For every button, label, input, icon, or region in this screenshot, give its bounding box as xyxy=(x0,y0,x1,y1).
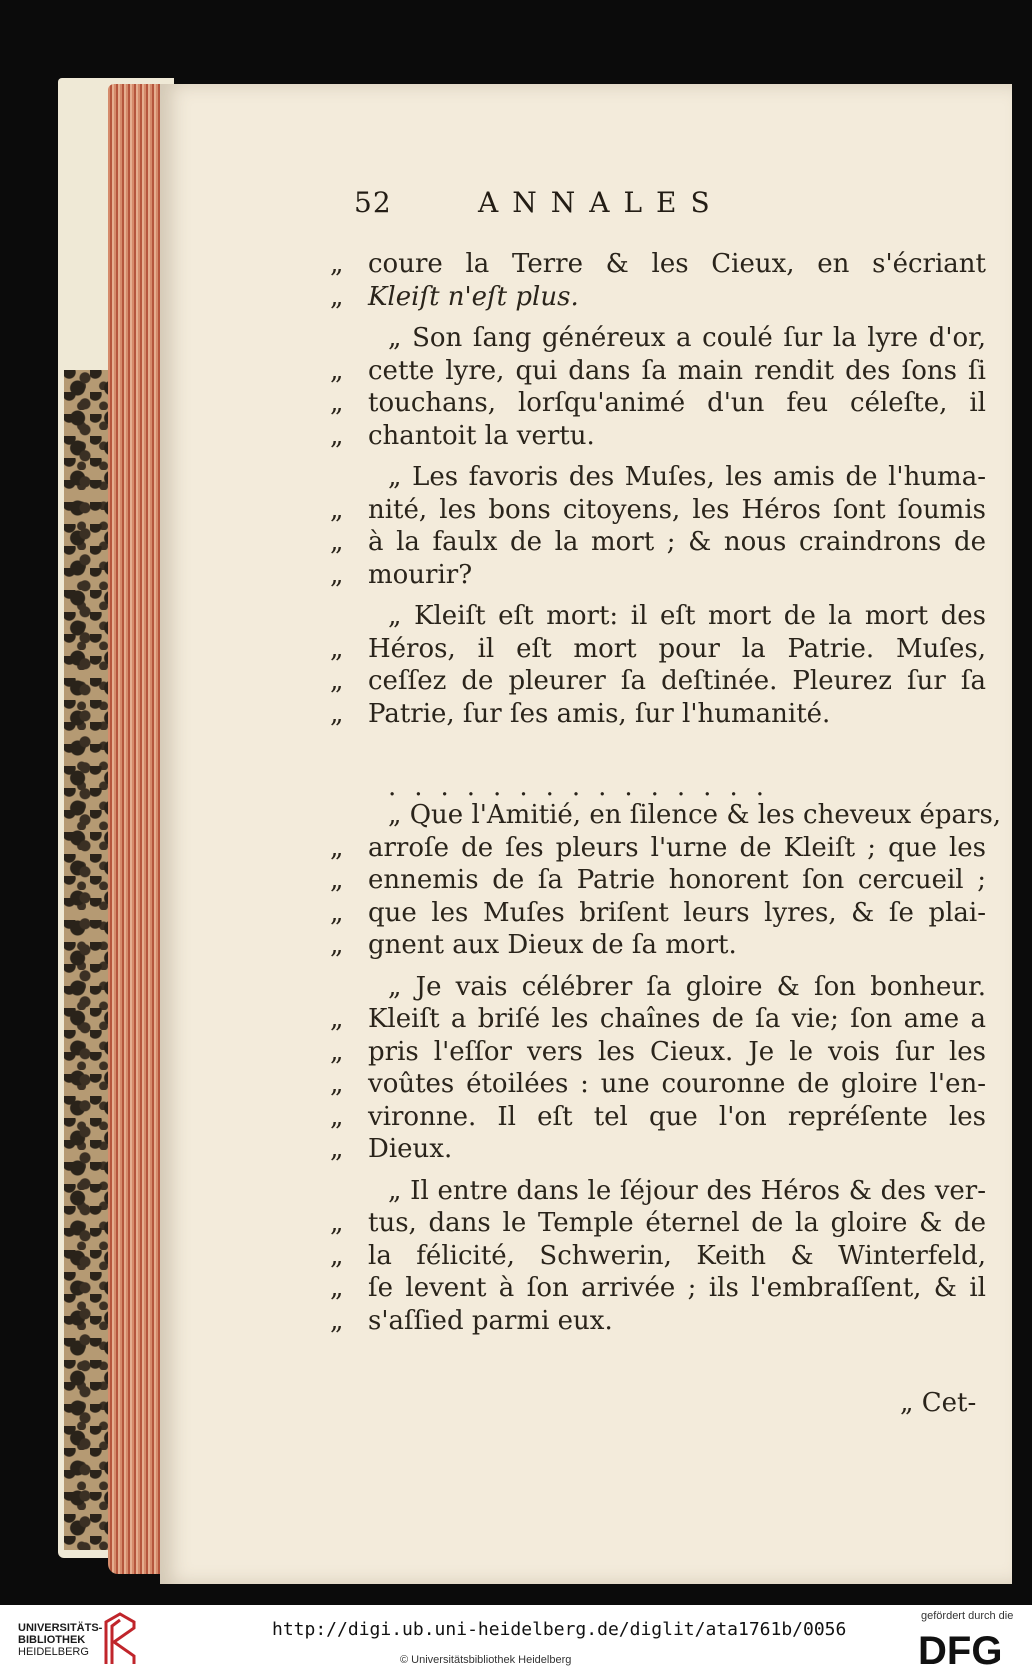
text-line xyxy=(330,1101,986,1134)
text-line xyxy=(330,1305,986,1338)
text-line xyxy=(330,387,986,420)
quote-mark: „ xyxy=(330,1101,344,1132)
line-text: tus, dans le Temple éternel de la gloire & de xyxy=(368,1208,986,1238)
quote-mark: „ xyxy=(330,1036,344,1067)
text-line xyxy=(330,248,986,281)
text-line xyxy=(330,633,986,666)
quote-mark: „ xyxy=(330,559,344,590)
text-line xyxy=(330,1133,986,1166)
paragraph xyxy=(330,248,986,313)
text-line xyxy=(330,698,986,731)
paragraph xyxy=(330,971,986,1166)
paragraph xyxy=(330,1175,986,1338)
text-line xyxy=(330,420,986,453)
text-line xyxy=(330,322,986,355)
line-text: coure la Terre & les Cieux, en s'écriant xyxy=(368,249,986,279)
line-text: „ Son ſang généreux a coulé ſur la lyre d'or, xyxy=(388,323,986,353)
text-line xyxy=(330,1068,986,1101)
text-line xyxy=(330,559,986,592)
funded-by-label: gefördert durch die xyxy=(921,1610,1014,1622)
line-text: „ Kleiſt eſt mort: il eſt mort de la mort des xyxy=(388,601,986,631)
running-head: ANNALES xyxy=(478,186,724,219)
text-line xyxy=(330,1175,986,1208)
line-text: vironne. Il eſt tel que l'on repréſente les xyxy=(368,1101,986,1132)
line-text: „ Il entre dans le ſéjour des Héros & des ver- xyxy=(388,1175,986,1206)
text-line xyxy=(330,1003,986,1036)
line-text: ennemis de ſa Patrie honorent ſon cercueil ; xyxy=(368,865,986,895)
text-line xyxy=(330,832,986,865)
quote-mark: „ xyxy=(330,897,344,928)
quote-mark: „ xyxy=(330,281,344,312)
catchword: „ Cet- xyxy=(900,1388,977,1418)
line-text: la félicité, Schwerin, Keith & Winterfeld, xyxy=(368,1240,986,1271)
line-text: ceſſez de pleurer ſa deſtinée. Pleurez ſur ſa xyxy=(368,666,986,696)
paragraph xyxy=(330,600,986,730)
line-text: s'aſſied parmi eux. xyxy=(368,1305,613,1336)
quote-mark: „ xyxy=(330,1305,344,1336)
quote-mark: „ xyxy=(330,527,344,557)
text-line xyxy=(330,665,986,698)
text-line xyxy=(330,1207,986,1240)
quote-mark: „ xyxy=(330,1208,344,1238)
quote-mark: „ xyxy=(330,1240,344,1271)
quote-mark: „ xyxy=(330,666,344,696)
line-text: cette lyre, qui dans ſa main rendit des ſons ſi xyxy=(368,355,986,386)
line-text: voûtes étoilées : une couronne de gloire l'en- xyxy=(368,1069,986,1099)
text-line xyxy=(330,971,986,1004)
page-number: 52 xyxy=(354,186,392,219)
copyright-notice: © Universitätsbibliothek Heidelberg xyxy=(400,1654,572,1666)
permalink-url[interactable]: http://digi.ub.uni-heidelberg.de/diglit/ata1761b/0056 xyxy=(272,1619,847,1640)
text-line xyxy=(330,461,986,494)
line-text: à la faulx de la mort ; & nous craindrons de xyxy=(368,527,986,557)
text-line xyxy=(330,494,986,527)
library-name-line-1: UNIVERSITÄTS- xyxy=(18,1622,103,1634)
quote-mark: „ xyxy=(330,355,344,386)
text-line xyxy=(330,897,986,930)
line-text: Kleiſt a briſé les chaînes de ſa vie; ſon ame a xyxy=(368,1004,986,1034)
library-logo-icon xyxy=(102,1612,138,1666)
quote-mark: „ xyxy=(330,865,344,895)
text-line xyxy=(330,1272,986,1305)
line-text: pris l'eſſor vers les Cieux. Je le vois ſur les xyxy=(368,1036,986,1067)
line-text: mourir? xyxy=(368,559,473,590)
line-text: „ Les favoris des Muſes, les amis de l'huma- xyxy=(388,462,986,492)
line-text: „ Je vais célébrer ſa gloire & ſon bonheur. xyxy=(388,971,986,1002)
line-text: ſe levent à ſon arrivée ; ils l'embraſſent, & il xyxy=(368,1273,986,1303)
quote-mark: „ xyxy=(330,420,344,451)
text-line xyxy=(330,281,986,314)
ellipsis-row: ............... xyxy=(388,772,782,802)
line-text: Patrie, ſur ſes amis, ſur l'humanité. xyxy=(368,698,831,729)
quote-mark: „ xyxy=(330,1004,344,1034)
line-text: Dieux. xyxy=(368,1134,453,1164)
line-text: chantoit la vertu. xyxy=(368,420,595,451)
quote-mark: „ xyxy=(330,698,344,729)
text-line xyxy=(330,1240,986,1273)
text-line xyxy=(330,526,986,559)
dfg-logo-icon xyxy=(916,1626,1016,1670)
line-text: Héros, il eſt mort pour la Patrie. Muſes, xyxy=(368,633,986,664)
paragraph xyxy=(330,461,986,591)
line-text: nité, les bons citoyens, les Héros ſont ſoumis xyxy=(368,494,986,525)
quote-mark: „ xyxy=(330,249,344,279)
quote-mark: „ xyxy=(330,1069,344,1099)
quote-mark: „ xyxy=(330,1134,344,1164)
library-name-line-2: BIBLIOTHEK xyxy=(18,1634,86,1646)
quote-mark: „ xyxy=(330,633,344,664)
paragraph xyxy=(330,322,986,452)
text-line xyxy=(330,355,986,388)
text-line xyxy=(330,1036,986,1069)
line-text: gnent aux Dieux de ſa mort. xyxy=(368,930,737,960)
text-line xyxy=(330,600,986,633)
dfg-logo-text: DFG xyxy=(918,1629,1003,1670)
line-text: touchans, lorſqu'animé d'un feu céleſte, il xyxy=(368,388,986,418)
quote-mark: „ xyxy=(330,930,344,960)
line-text: Kleiſt n'eſt plus. xyxy=(368,281,579,312)
library-name xyxy=(18,1622,102,1658)
line-text: „ Que l'Amitié, en ſilence & les cheveux épars, xyxy=(388,800,1002,830)
text-line xyxy=(330,799,1002,832)
quote-mark: „ xyxy=(330,832,344,863)
line-text: que les Muſes briſent leurs lyres, & ſe plai- xyxy=(368,897,986,928)
line-text: arroſe de ſes pleurs l'urne de Kleiſt ; que les xyxy=(368,832,986,863)
quote-mark: „ xyxy=(330,494,344,525)
paragraph xyxy=(330,799,1002,962)
quote-mark: „ xyxy=(330,388,344,418)
quote-mark: „ xyxy=(330,1273,344,1303)
library-name-line-3: HEIDELBERG xyxy=(18,1646,89,1658)
page-edges xyxy=(108,84,166,1574)
text-line xyxy=(330,864,986,897)
footer-bar xyxy=(0,1605,1032,1679)
text-line xyxy=(330,929,986,962)
